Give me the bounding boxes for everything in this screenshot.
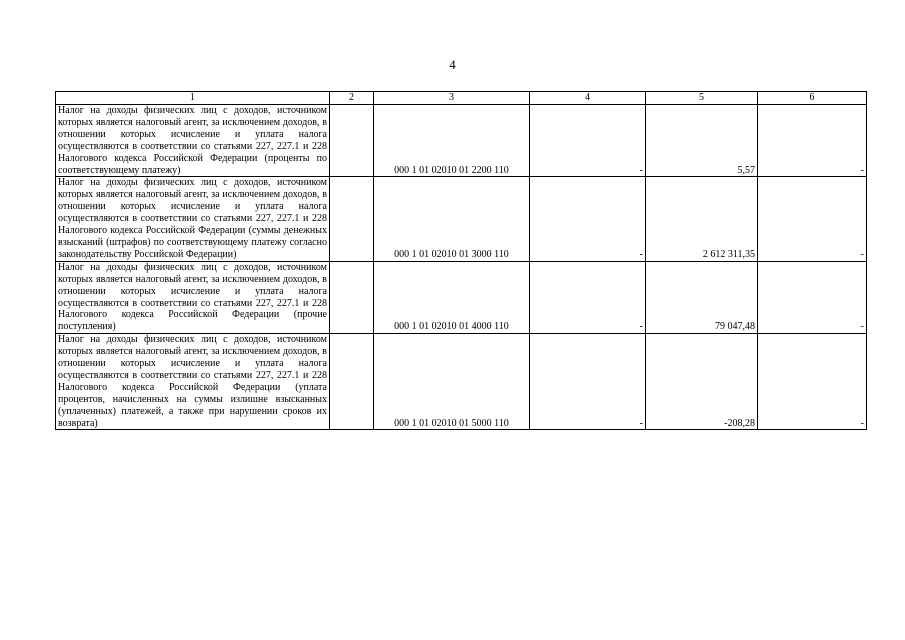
- table-row: [56, 105, 867, 177]
- row-name-cell: Налог на доходы физических лиц с доходов, источником которых является налоговый агент, за исключением доходов, в отношении которых исчисление и уплата налога осуществляются в соответствии со статьями 227, 227.1 и 228 Налогового кодекса Российской Федерации (суммы денежных взысканий (штрафов) по соответствующему платежу согласно законодательству Российской Федерации): [56, 177, 330, 261]
- header-row: [56, 92, 867, 105]
- row-code-cell: 000 1 01 02010 01 2200 110: [374, 105, 530, 177]
- row-col2-cell: [330, 334, 374, 430]
- row-col5-cell: -208,28: [646, 334, 758, 430]
- row-name-cell: Налог на доходы физических лиц с доходов, источником которых является налоговый агент, за исключением доходов, в отношении которых исчисление и уплата налога осуществляются в соответствии со статьями 227, 227.1 и 228 Налогового кодекса Российской Федерации (прочие поступления): [56, 261, 330, 333]
- row-col6-cell: -: [758, 105, 867, 177]
- page-number: 4: [449, 57, 456, 72]
- column-header-2: 2: [330, 92, 374, 105]
- column-header-4: 4: [530, 92, 646, 105]
- row-col4-cell: -: [530, 334, 646, 430]
- row-col6-cell: -: [758, 334, 867, 430]
- row-col4-cell: -: [530, 177, 646, 261]
- table-row: [56, 334, 867, 430]
- row-col5-cell: 5,57: [646, 105, 758, 177]
- column-header-1: 1: [56, 92, 330, 105]
- row-col2-cell: [330, 105, 374, 177]
- column-header-5: 5: [646, 92, 758, 105]
- row-code-cell: 000 1 01 02010 01 3000 110: [374, 177, 530, 261]
- row-name-cell: Налог на доходы физических лиц с доходов, источником которых является налоговый агент, за исключением доходов, в отношении которых исчисление и уплата налога осуществляются в соответствии со статьями 227, 227.1 и 228 Налогового кодекса Российской Федерации (уплата процентов, начисленных на суммы излишне взысканных (уплаченных) платежей, а также при нарушении сроков их возврата): [56, 334, 330, 430]
- budget-table: [55, 91, 867, 430]
- table-row: [56, 177, 867, 261]
- row-col2-cell: [330, 261, 374, 333]
- row-col4-cell: -: [530, 261, 646, 333]
- row-col6-cell: -: [758, 177, 867, 261]
- row-name-cell: Налог на доходы физических лиц с доходов, источником которых является налоговый агент, за исключением доходов, в отношении которых исчисление и уплата налога осуществляются в соответствии со статьями 227, 227.1 и 228 Налогового кодекса Российской Федерации (проценты по соответствующему платежу): [56, 105, 330, 177]
- table-row: [56, 261, 867, 333]
- row-code-cell: 000 1 01 02010 01 4000 110: [374, 261, 530, 333]
- row-col2-cell: [330, 177, 374, 261]
- row-col6-cell: -: [758, 261, 867, 333]
- row-code-cell: 000 1 01 02010 01 5000 110: [374, 334, 530, 430]
- row-col4-cell: -: [530, 105, 646, 177]
- row-col5-cell: 2 612 311,35: [646, 177, 758, 261]
- column-header-6: 6: [758, 92, 867, 105]
- column-header-3: 3: [374, 92, 530, 105]
- row-col5-cell: 79 047,48: [646, 261, 758, 333]
